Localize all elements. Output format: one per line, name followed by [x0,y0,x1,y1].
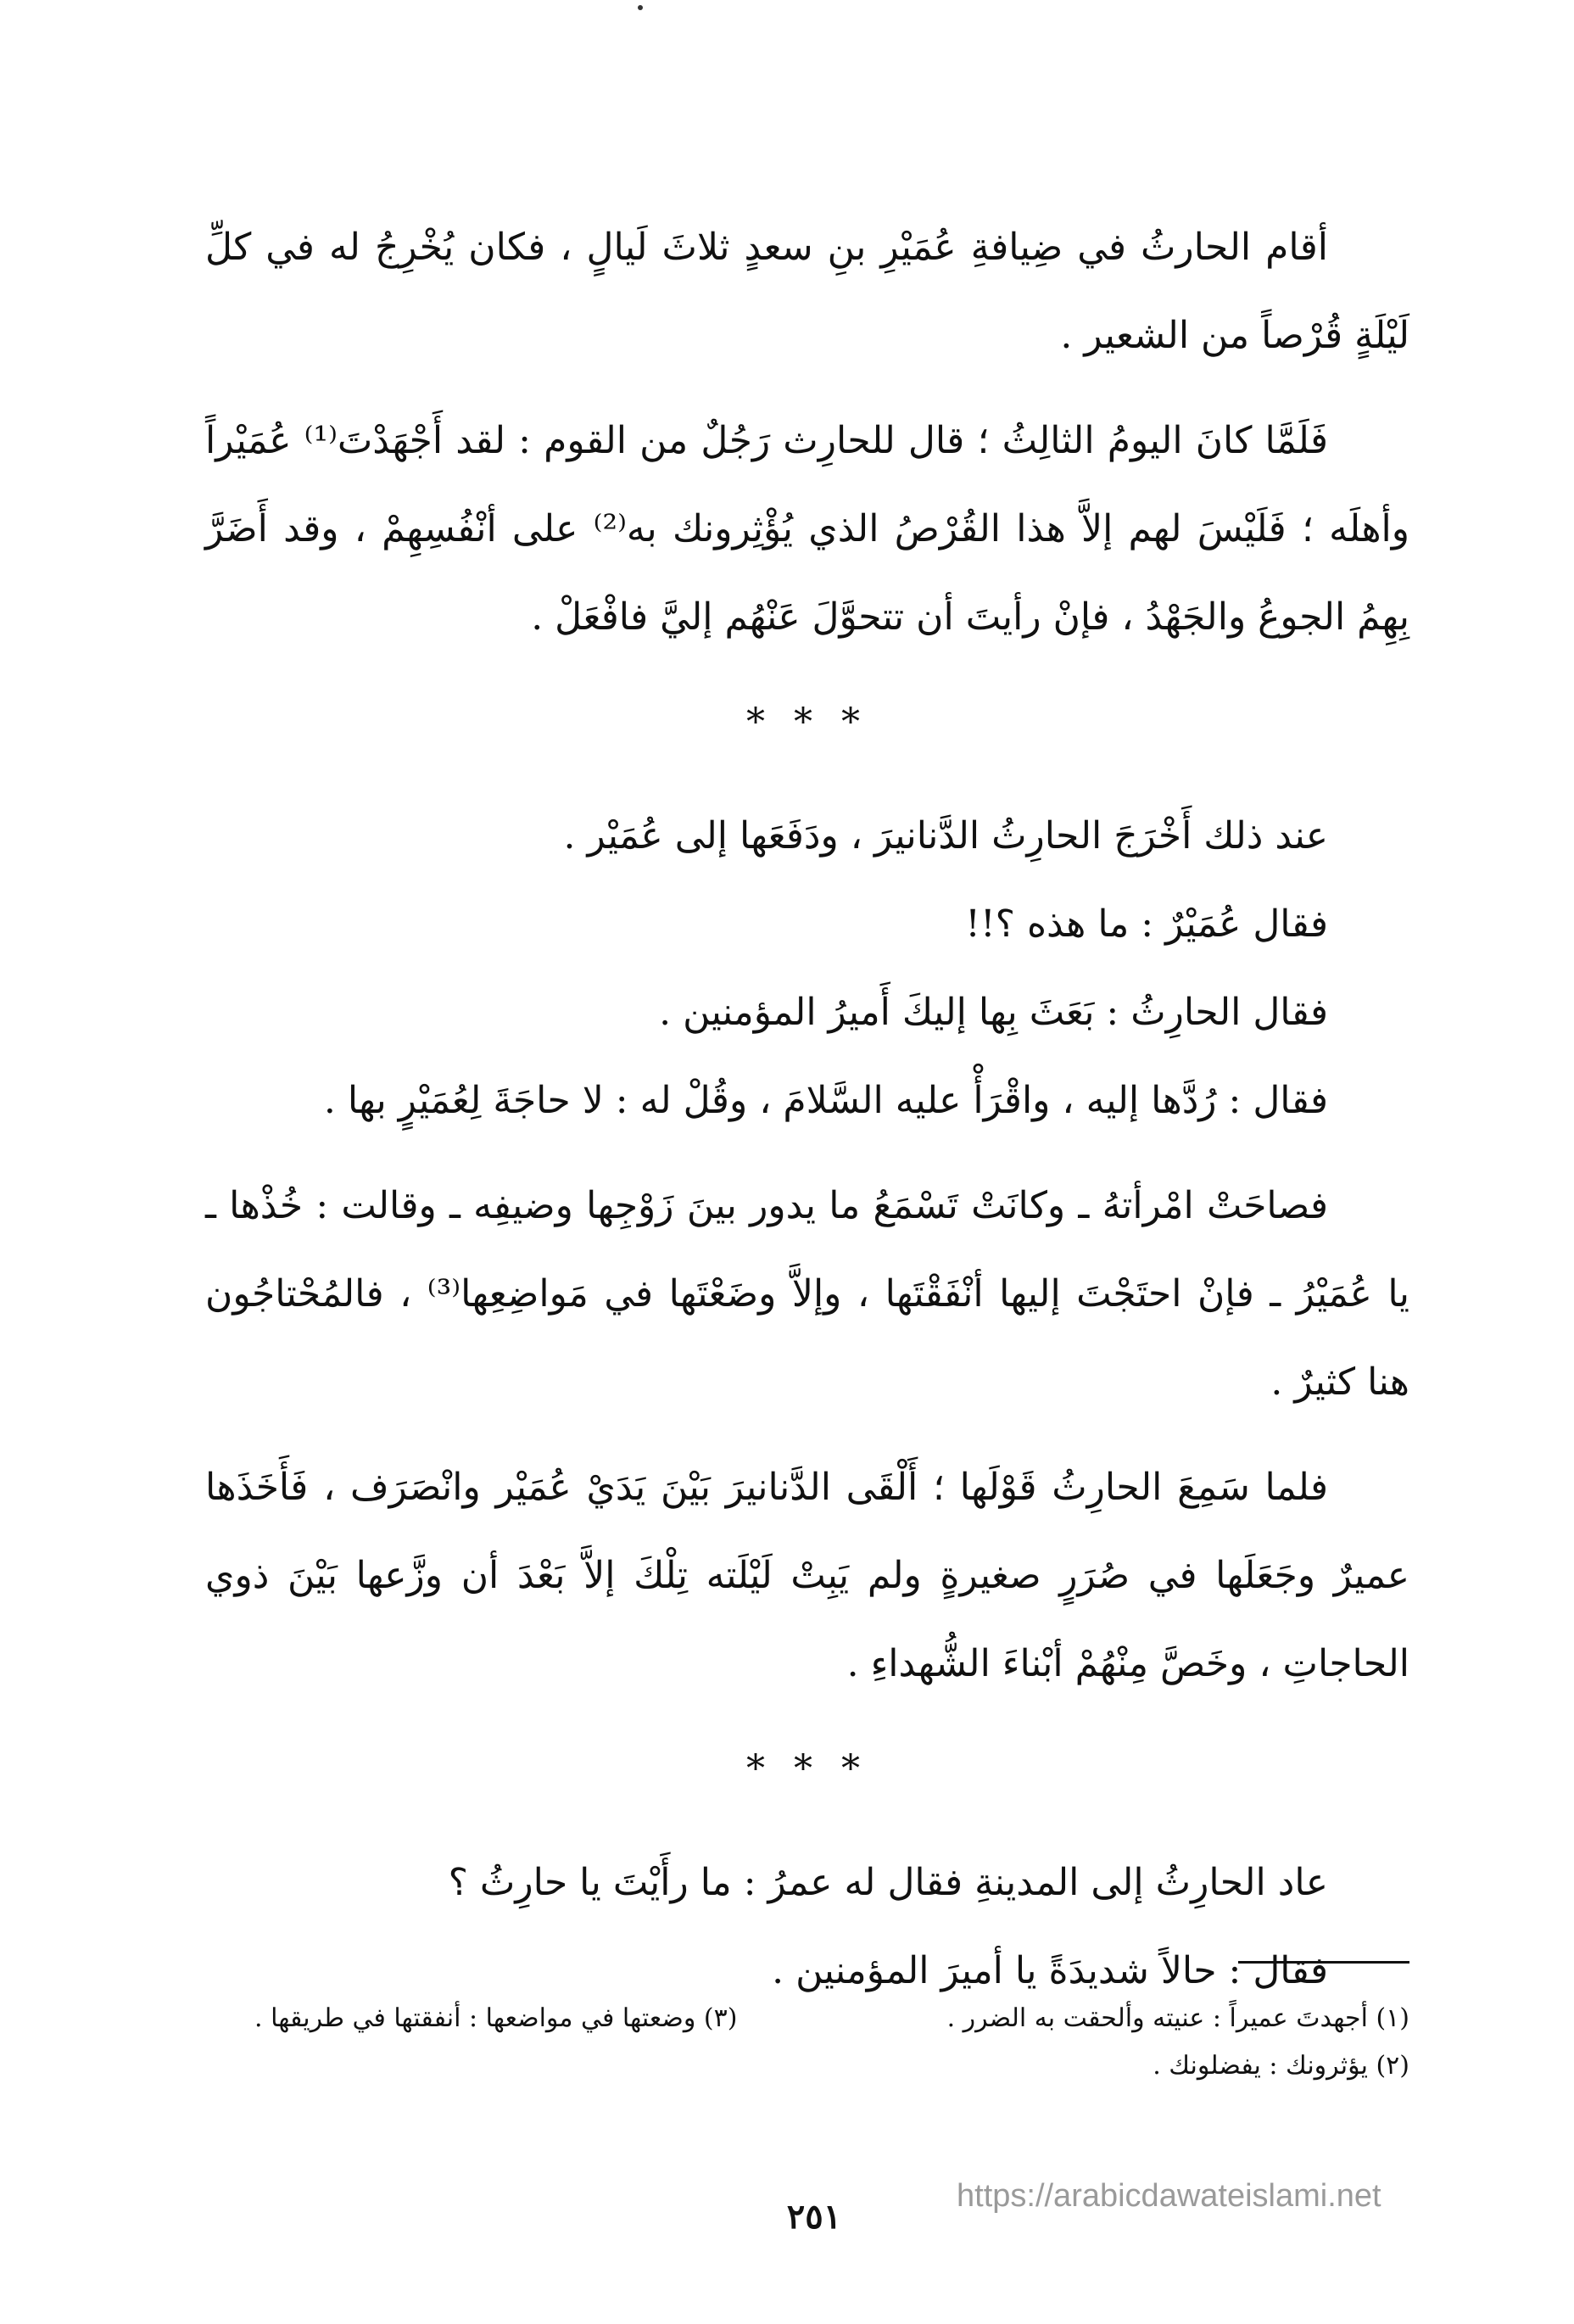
footnote-3: (٣) وضعتها في مواضعها : أنفقتها في طريقها . [254,2003,738,2033]
footnote-row [254,1995,1409,2042]
scan-dot [638,5,643,10]
section-separator: * * * [746,701,868,744]
footnote-1: (١) أجهدتَ عميراً : عنيته وألحقت به الضرر . [946,2003,1409,2033]
dialog-line: فقال : حالاً شديدَةً يا أميرَ المؤمنين . [772,1949,1328,1992]
footnotes [254,1995,1409,2090]
dialog-line: فقال الحارِثُ : بَعَثَ بِها إليكَ أَميرُ المؤمنين . [659,991,1328,1034]
footnote-row [254,2042,1409,2090]
section-separator: * * * [746,1747,868,1790]
paragraph: أقام الحارثُ في ضِيافةِ عُمَيْرِ بنِ سعدٍ ثلاثَ لَيالٍ ، فكان يُخْرِجُ له في كلِّ لَيْلَةٍ قُرْصاً من الشعير . [205,226,1409,357]
main-text [205,204,1409,2015]
paragraph: فَلَمَّا كانَ اليومُ الثالِثُ ؛ قال للحارِث رَجُلٌ من القوم : لقد أَجْهَدْتَ⁽¹⁾ عُمَيْراً وأهلَه ؛ فَلَيْسَ لهم إلاَّ هذا القُرْصُ الذي يُؤْثِرونك به⁽²⁾ على أنْفُسِهِمْ ، وقد أَضَرَّ بِهِمُ الجوعُ والجَهْدُ ، فإنْ رأيتَ أن تتحوَّلَ عَنْهُم إليَّ فافْعَلْ . [205,419,1409,639]
paragraph: فصاحَتْ امْرأتهُ ـ وكانَتْ تَسْمَعُ ما يدور بينَ زَوْجِها وضيفِه ـ وقالت : خُذْها ـ يا عُمَيْرُ ـ فإنْ احتَجْتَ إليها أنْفَقْتَها ، وإلاَّ وضَعْتَها في مَواضِعِها⁽³⁾ ، فالمُحْتاجُون هنا كثيرٌ . [205,1184,1409,1404]
footnote-2: (٢) يؤثرونك : يفضلونك . [1153,2051,1409,2081]
dialog-line: فقال : رُدَّها إليه ، واقْرَأْ عليه السَّلامَ ، وقُلْ له : لا حاجَةَ لِعُمَيْرٍ بها . [323,1079,1328,1122]
spacer [205,1145,1409,1162]
dialog-line: عاد الحارِثُ إلى المدينةِ فقال له عمرُ : ما رأَيْتَ يا حارِثُ ؟ [448,1861,1328,1904]
dialog-line: فقال عُمَيْرٌ : ما هذه ؟!! [965,902,1328,946]
page-number: ٢٥١ [786,2197,842,2237]
watermark-url: https://arabicdawateislami.net [957,2178,1381,2214]
dialog-line: عند ذلك أَخْرَجَ الحارِثُ الدَّنانيرَ ، ودَفَعَها إلى عُمَيْر . [563,814,1328,858]
paragraph: فلما سَمِعَ الحارِثُ قَوْلَها ؛ أَلْقَى الدَّنانيرَ بَيْنَ يَدَيْ عُمَيْر وانْصَرَف ، فَأَخَذَها عميرٌ وجَعَلَها في صُرَرٍ صغيرةٍ ولم يَبِتْ لَيْلَته تِلْكَ إلاَّ بَعْدَ أن وزَّعها بَيْنَ ذوي الحاجاتِ ، وخَصَّ مِنْهُمْ أبْناءَ الشُّهداءِ . [205,1466,1410,1685]
footnote-divider [1238,1961,1409,1964]
